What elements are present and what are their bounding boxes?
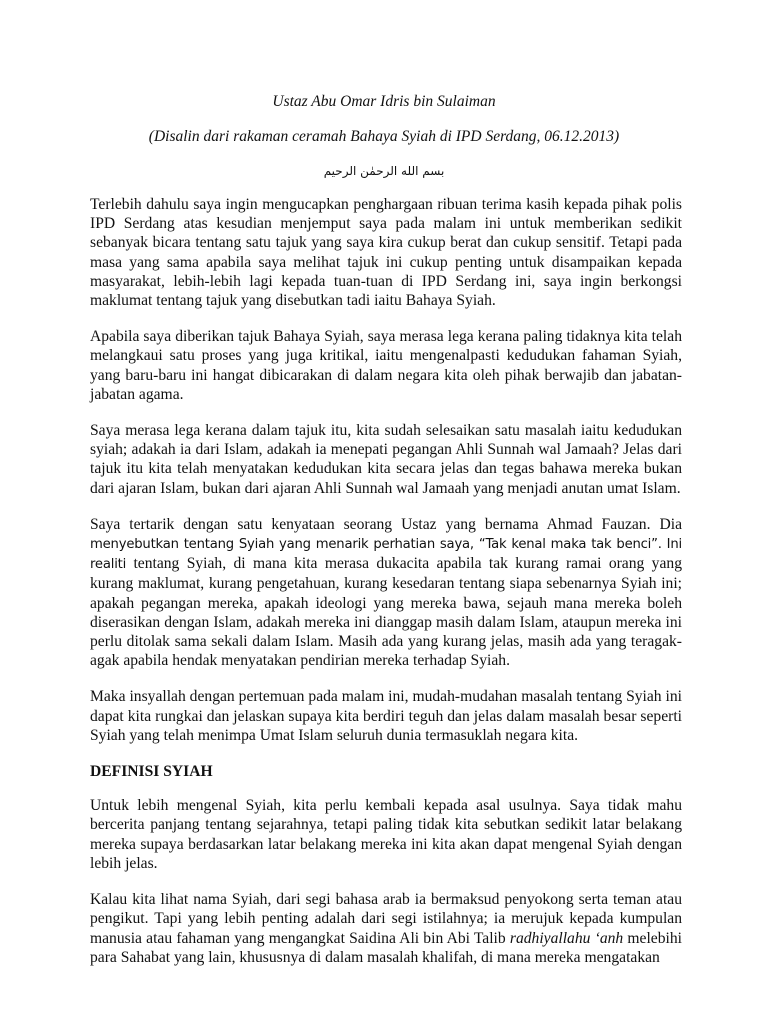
- paragraph-7-end: melebihi para Sahabat yang lain, khususnya di dalam masalah khalifah, di mana mereka mengatakan: [90, 929, 682, 966]
- basmala: بسم الله الرحمٰن الرحيم: [323, 164, 445, 178]
- paragraph-6: Untuk lebih mengenal Syiah, kita perlu kembali kepada asal usulnya. Saya tidak mahu bercerita panjang tentang sejarahnya, tetapi paling tidak kita sebutkan sedikit latar belakang mereka supaya berdasarkan latar belakang mereka ini kita akan dapat mengenal Syiah dengan lebih jelas.: [90, 797, 682, 872]
- paragraph-4-rest: tentang Syiah, di mana kita merasa dukacita apabila tak kurang ramai orang yang kurang maklumat, kurang pengetahuan, kurang kesedaran tentang siapa sebenarnya Syiah ini; apakah pegangan mereka, apakah ideologi yang mereka bawa, sejauh mana mereka boleh diserasikan dengan Islam, adakah mereka ini dianggap masih dalam Islam, ataupun mereka ini perlu ditolak sama sekali dalam Islam. Masih ada yang kurang jelas, masih ada yang teragak-agak apabila hendak menyatakan pendirian mereka terhadap Syiah.: [90, 555, 682, 670]
- paragraph-5: Maka insyallah dengan pertemuan pada malam ini, mudah-mudahan masalah tentang Syiah ini dapat kita rungkai dan jelaskan supaya kita berdiri teguh dan jelas dalam masalah besar seperti Syiah yang telah menimpa Umat Islam seluruh dunia termasuklah negara kita.: [90, 688, 682, 744]
- section-heading: DEFINISI SYIAH: [90, 763, 213, 781]
- source-note: (Disalin dari rakaman ceramah Bahaya Syiah di IPD Serdang, 06.12.2013): [148, 128, 620, 145]
- paragraph-4: [90, 515, 682, 671]
- paragraph-7-honorific: radhiyallahu ‘anh: [509, 929, 624, 947]
- paragraph-3: Saya merasa lega kerana dalam tajuk itu, kita sudah selesaikan satu masalah iaitu kedudukan syiah; adakah ia dari Islam, adakah ia menepati pegangan Ahli Sunnah wal Jamaah? Jelas dari tajuk itu kita telah menyatakan kedudukan kita secara jelas dan tegas bahawa mereka bukan dari ajaran Islam, bukan dari ajaran Ahli Sunnah wal Jamaah yang menjadi anutan umat Islam.: [90, 422, 682, 497]
- paragraph-7: [90, 890, 682, 967]
- paragraph-4-quote-line: menyebutkan tentang Syiah yang menarik perhatian saya, “Tak kenal maka tak benci”. Ini realiti: [90, 537, 682, 573]
- paragraph-2: Apabila saya diberikan tajuk Bahaya Syiah, saya merasa lega kerana paling tidaknya kita telah melangkaui satu proses yang juga kritikal, iaitu mengenalpasti kedudukan fahaman Syiah, yang baru-baru ini hangat dibicarakan di dalam negara kita oleh pihak berwajib dan jabatan-jabatan agama.: [90, 328, 682, 403]
- paragraph-7-start: Kalau kita lihat nama Syiah, dari segi bahasa arab ia bermaksud penyokong serta teman atau pengikut. Tapi yang lebih penting adalah dari segi istilahnya; ia merujuk kepada kumpulan manusia atau fahaman yang mengangkat Saidina Ali bin Abi Talib: [90, 891, 682, 947]
- paragraph-1: Terlebih dahulu saya ingin mengucapkan penghargaan ribuan terima kasih kepada pihak polis IPD Serdang atas kesudian menjemput saya pada malam ini untuk memberikan sedikit sebanyak bicara tentang satu tajuk yang saya kira cukup berat dan cukup sensitif. Tetapi pada masa yang sama apabila saya melihat tajuk ini cukup penting untuk disampaikan kepada masyarakat, lebih-lebih lagi kepada tuan-tuan di IPD Serdang ini, saya ingin berkongsi maklumat tentang tajuk yang disebutkan tadi iaitu Bahaya Syiah.: [90, 196, 682, 310]
- paragraph-4-line-1: Saya tertarik dengan satu kenyataan seorang Ustaz yang bernama Ahmad Fauzan. Dia: [90, 515, 682, 533]
- body-text: [90, 195, 682, 984]
- author-line: Ustaz Abu Omar Idris bin Sulaiman: [272, 93, 496, 110]
